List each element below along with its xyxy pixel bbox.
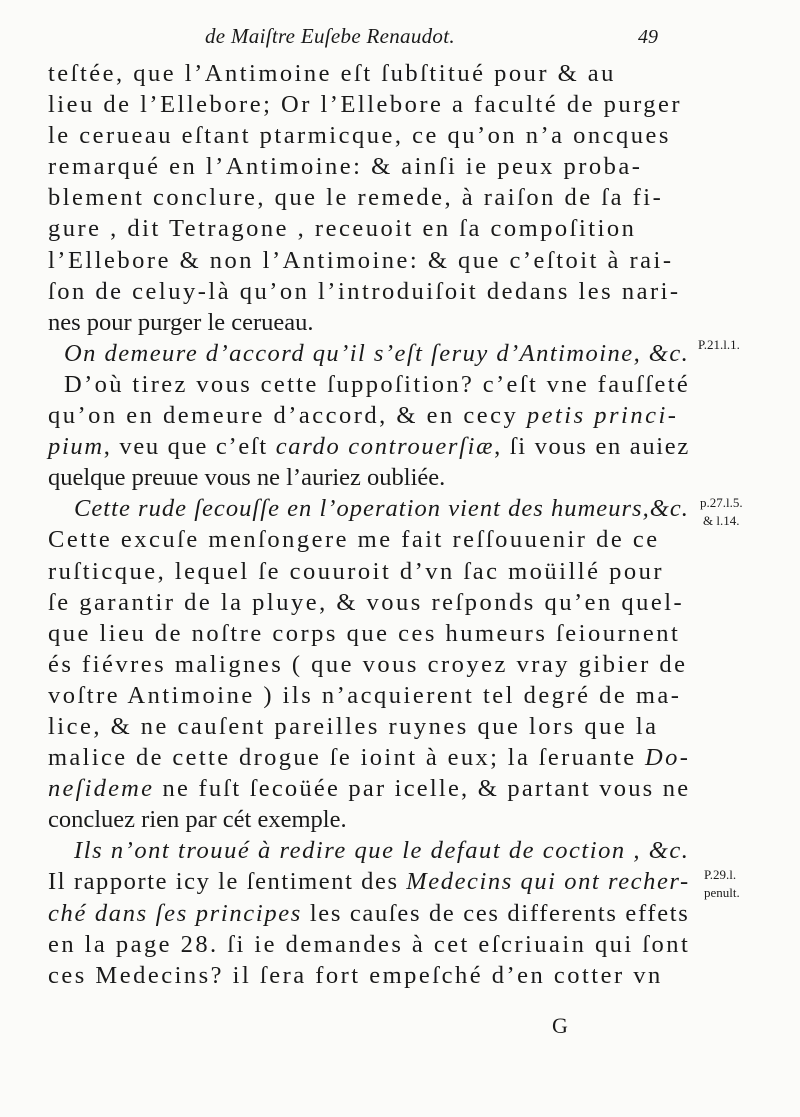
text-line xyxy=(48,773,691,804)
text-line xyxy=(48,804,688,835)
text-line xyxy=(48,587,688,618)
text-run: voſtre Antimoine ) ils n’acquierent tel degré de ma- xyxy=(48,681,682,709)
text-run: qu’on en demeure d’accord, & en cecy xyxy=(48,402,527,430)
italic-text: Do- xyxy=(645,744,691,772)
text-run: malice de cette drogue ſe ioint à eux; la ſeruante xyxy=(48,744,646,772)
text-line xyxy=(48,58,688,89)
running-head: de Maiſtre Euſebe Renaudot. xyxy=(205,24,455,48)
text-line xyxy=(48,151,688,182)
margin-note: P.29.l. xyxy=(704,867,737,882)
italic-text: Medecins qui ont recher- xyxy=(406,868,690,896)
text-run: ruſticque, lequel ſe couuroit d’vn ſac moüillé pour xyxy=(48,557,664,585)
page-number: 49 xyxy=(638,26,658,48)
text-run: concluez rien par cét exemple. xyxy=(48,806,347,834)
text-line xyxy=(48,649,688,680)
text-run: les cauſes de ces differents effets xyxy=(302,899,690,927)
text-line xyxy=(48,338,688,369)
italic-text: pium xyxy=(48,433,104,461)
text-run: nes pour purger le cerueau. xyxy=(48,308,314,336)
text-line xyxy=(48,89,688,120)
text-run: ces Medecins? il ſera fort empeſché d’en cotter vn xyxy=(48,961,663,989)
text-run: lice, & ne cauſent pareilles ruynes que lors que la xyxy=(48,712,659,740)
margin-note: penult. xyxy=(704,885,740,900)
text-line xyxy=(48,898,688,929)
text-run: , ſi vous en auiez xyxy=(494,433,690,461)
text-line xyxy=(48,369,691,400)
text-line xyxy=(48,431,688,462)
text-line xyxy=(48,866,688,897)
text-run: gure , dit Tetragone , receuoit en ſa compoſition xyxy=(48,215,637,243)
text-run: ne fuſt ſecoüée par icelle, & partant vous ne xyxy=(154,775,691,803)
text-line xyxy=(48,960,688,991)
italic-text: On demeure d’accord qu’il s’eſt ſeruy d’Antimoine, &c. xyxy=(64,339,690,367)
text-line xyxy=(48,276,688,307)
italic-text: petis princi- xyxy=(526,402,679,430)
text-run: en la page 28. ſi ie demandes à cet eſcriuain qui ſont xyxy=(48,930,691,958)
text-line xyxy=(48,213,688,244)
text-line xyxy=(48,929,691,960)
text-run: que lieu de noſtre corps que ces humeurs ſeiournent xyxy=(48,619,681,647)
italic-text: cardo controuerſiæ xyxy=(275,433,495,461)
text-line xyxy=(48,493,688,524)
italic-text: Ils n’ont trouué à redire que le defaut de coction , &c. xyxy=(74,837,690,865)
text-run: ſe garantir de la pluye, & vous reſponds qu’en quel- xyxy=(48,588,685,616)
text-line xyxy=(48,400,688,431)
page-header xyxy=(0,18,800,58)
text-run: Cette excuſe menſongere me fait reſſouuenir de ce xyxy=(48,526,660,554)
italic-text: neſideme xyxy=(48,775,155,803)
text-run: lieu de l’Ellebore; Or l’Ellebore a faculté de purger xyxy=(48,91,683,119)
text-run: remarqué en l’Antimoine: & ainſi ie peux proba- xyxy=(48,153,643,181)
text-line xyxy=(48,120,688,151)
text-run: teſtée, que l’Antimoine eſt ſubſtitué pour & au xyxy=(48,60,616,87)
text-line xyxy=(48,245,688,276)
margin-note: P.21.l.1. xyxy=(698,337,740,352)
text-line xyxy=(48,835,688,866)
text-line xyxy=(48,524,688,555)
text-run: ſon de celuy-là qu’on l’introduiſoit dedans les nari- xyxy=(48,277,681,305)
body-text xyxy=(48,58,691,991)
italic-text: Cette rude ſecouſſe en l’operation vient des humeurs,&c. xyxy=(74,495,689,523)
italic-text: ché dans ſes principes xyxy=(48,899,303,927)
text-line xyxy=(48,618,688,649)
text-line xyxy=(48,556,688,587)
text-run: D’où tirez vous cette ſuppoſition? c’eſt vne fauſſeté xyxy=(64,370,691,398)
text-line xyxy=(48,742,691,773)
text-line xyxy=(48,711,688,742)
signature-mark: G xyxy=(552,1013,568,1038)
text-run: quelque preuue vous ne l’auriez oubliée. xyxy=(48,464,446,492)
text-run: le cerueau eſtant ptarmicque, ce qu’on n’a oncques xyxy=(48,122,671,150)
text-run: , veu que c’eſt xyxy=(103,433,276,461)
text-line xyxy=(48,182,688,213)
text-run: és fiévres malignes ( que vous croyez vray gibier de xyxy=(48,650,688,678)
text-run: blement conclure, que le remede, à raiſon de ſa fi- xyxy=(48,184,664,212)
text-run: l’Ellebore & non l’Antimoine: & que c’eſtoit à rai- xyxy=(48,246,674,274)
text-line xyxy=(48,462,688,493)
text-line xyxy=(48,680,688,711)
text-run: Il rapporte icy le ſentiment des xyxy=(48,868,407,896)
margin-note: p.27.l.5. xyxy=(700,495,743,510)
margin-note: & l.14. xyxy=(703,513,740,528)
text-line xyxy=(48,307,688,338)
